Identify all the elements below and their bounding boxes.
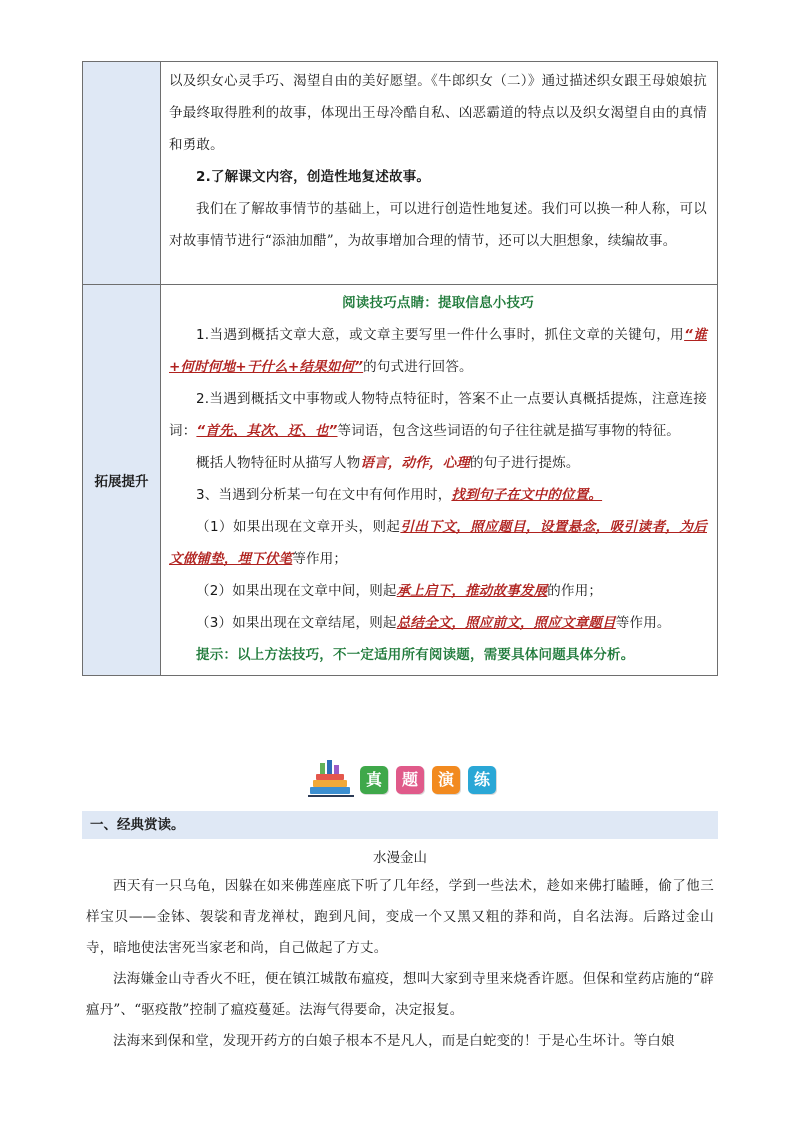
tip-item-1: 1.当遇到概括文章大意，或文章主要写里一件什么事时，抓住文章的关键句，用“谁+何时何地+干什么+结果如何”的句式进行回答。 [169, 327, 707, 375]
lesson-table [82, 61, 718, 676]
banner-tile: 真 [360, 766, 388, 794]
tip-item-2: 2.当遇到概括文中事物或人物特点特征时，答案不止一点要认真概括提炼，注意连接词：“首先、其次、还、也”等词语，包含这些词语的句子往往就是描写事物的特征。 [169, 391, 707, 439]
banner-tile: 演 [432, 766, 460, 794]
tips-title: 阅读技巧点睛：提取信息小技巧 [342, 295, 534, 311]
table-row [83, 285, 718, 676]
books-icon [306, 757, 356, 801]
table-row [83, 62, 718, 285]
story-body [86, 871, 714, 1057]
story-paragraph: 法海来到保和堂，发现开药方的白娘子根本不是凡人，而是白蛇变的！于是心生坏计。等白娘 [113, 1033, 675, 1049]
story-paragraph: 法海嫌金山寺香火不旺，便在镇江城散布瘟疫，想叫大家到寺里来烧香许愿。但保和堂药店施的“辟瘟丹”、“驱疫散”控制了瘟疫蔓延。法海气得要命，决定报复。 [86, 971, 714, 1018]
practice-banner [306, 757, 506, 801]
banner-tile: 练 [468, 766, 496, 794]
row-content [161, 285, 718, 676]
row-label-empty [83, 62, 161, 285]
paragraph: 以及织女心灵手巧、渴望自由的美好愿望。《牛郎织女（二）》通过描述织女跟王母娘娘抗争最终取得胜利的故事，体现出王母冷酷自私、凶恶霸道的特点以及织女渴望自由的真情和勇敢。 [169, 73, 707, 153]
paragraph: 我们在了解故事情节的基础上，可以进行创造性地复述。我们可以换一种人称，可以对故事情节进行“添油加醋”，为故事增加合理的情节，还可以大胆想象，续编故事。 [169, 201, 707, 249]
tip-sub-2: （2）如果出现在文章中间，则起承上启下，推动故事发展的作用； [196, 583, 603, 599]
story-paragraph: 西天有一只乌龟，因躲在如来佛莲座底下听了几年经，学到一些法术，趁如来佛打瞌睡，偷了他三样宝贝——金钵、袈裟和青龙禅杖，跑到凡间，变成一个又黑又粗的莽和尚，自名法海。后路过金山寺，暗地使法害死当家老和尚，自己做起了方丈。 [86, 878, 714, 956]
tip-note: 提示：以上方法技巧，不一定适用所有阅读题，需要具体问题具体分析。 [196, 647, 635, 663]
story-title: 水漫金山 [373, 850, 427, 866]
row-label: 拓展提升 [83, 285, 161, 676]
row-content [161, 62, 718, 285]
banner-tile: 题 [396, 766, 424, 794]
tip-item-2-note: 概括人物特征时从描写人物语言，动作，心理的句子进行提炼。 [196, 455, 580, 471]
section-title: 一、经典赏读。 [82, 811, 718, 839]
tip-item-3: 3、当遇到分析某一句在文中有何作用时，找到句子在文中的位置。 [196, 487, 603, 503]
section-heading: 2.了解课文内容，创造性地复述故事。 [196, 169, 431, 185]
tip-sub-3: （3）如果出现在文章结尾，则起总结全文，照应前文，照应文章题目等作用。 [196, 615, 671, 631]
tip-sub-1: （1）如果出现在文章开头，则起引出下文，照应题目，设置悬念，吸引读者，为后文做铺垫，埋下伏笔等作用； [169, 519, 707, 567]
